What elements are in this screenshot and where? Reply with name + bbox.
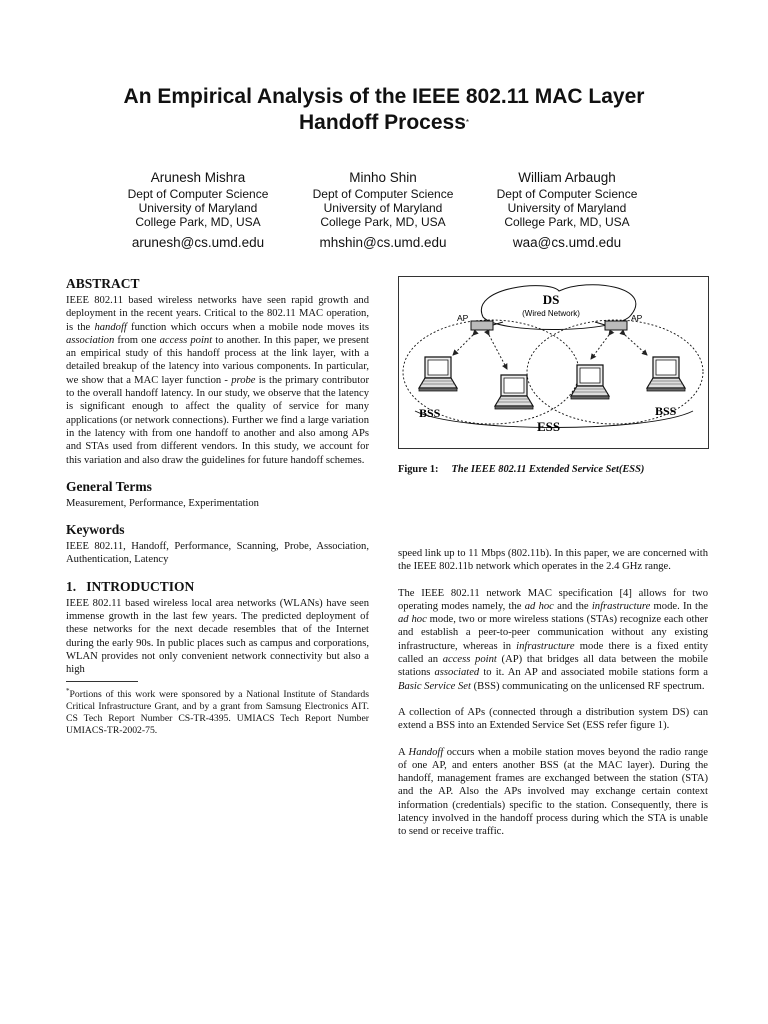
author-city: College Park, MD, USA xyxy=(320,215,446,229)
author-block-2 xyxy=(283,169,483,251)
laptop-icon xyxy=(647,357,685,391)
footnote-rule xyxy=(66,681,138,682)
title-line-1: An Empirical Analysis of the IEEE 802.11 MAC Layer xyxy=(123,85,645,108)
paragraph: The IEEE 802.11 network MAC specification [4] allows for two operating modes namely, the ad hoc and the infrastructure mode. In the ad hoc mode, two or more wireless stations (STAs) recognize each other and establish a peer-to-peer communication without any existing infrastructure, whereas in infrastructure mode there is a fixed entity called an access point (AP) that bridges all data between the mobile stations associated to it. An AP and associated mobile stations form a Basic Service Set (BSS) communicating on the unlicensed RF spectrum. xyxy=(398,587,709,692)
author-dept: Dept of Computer Science xyxy=(496,187,638,201)
bss-left-label: BSS xyxy=(419,406,441,420)
figure-ess-diagram xyxy=(398,276,709,449)
ap-left-device xyxy=(471,321,493,330)
abstract-text: IEEE 802.11 based wireless networks have seen rapid growth and deployment in the recent years. Critical to the 802.11 MAC operation, is the handoff function which occurs when a mobile node moves its association from one access point to another. In this paper, we present an empirical study of this handoff process at the link layer, with a detailed breakup of the latency into various components. In particular, we show that a MAC layer function - probe is the primary contributor to the overall handoff latency. In our study, we observe that the latency is significant enough to affect the quality of service for many applications (or network connections). Further we find a large variation in the latency with from one handoff to another and also among APs and STAs used from different vendors. In this study, we account for this variation and also draw the guidelines for future handoff schemes. xyxy=(66,295,369,466)
author-email: arunesh@cs.umd.edu xyxy=(131,235,265,250)
author-university: University of Maryland xyxy=(507,201,627,215)
ess-label: ESS xyxy=(537,419,561,434)
ap-right-label: AP xyxy=(631,313,643,323)
author-dept: Dept of Computer Science xyxy=(312,187,454,201)
author-university: University of Maryland xyxy=(323,201,443,215)
ess-diagram xyxy=(399,277,708,448)
ap-left-label: AP xyxy=(457,313,469,323)
abstract-heading: ABSTRACT xyxy=(66,276,140,291)
left-column xyxy=(66,276,369,737)
paragraph: A Handoff occurs when a mobile station moves beyond the radio range of one AP, and enters another BSS (at the MAC layer). During the handoff, management frames are exchanged between the station (STA) and the AP. Also the APs involved may exchange certain context information (credentials) specific to the station. Consequently, there is latency involved in the handoff process during which the STA is unable to send or receive traffic. xyxy=(398,746,709,838)
author-name: Arunesh Mishra xyxy=(150,170,246,185)
introduction-heading: 1. INTRODUCTION xyxy=(66,578,195,594)
laptop-icon xyxy=(419,357,457,391)
ap-right-device xyxy=(605,321,627,330)
right-column xyxy=(398,547,708,852)
ds-label: DS xyxy=(542,292,560,307)
author-name: William Arbaugh xyxy=(518,170,616,185)
paper-title xyxy=(60,84,708,136)
title-line-2: Handoff Process* xyxy=(299,111,469,134)
title-footnote-mark: * xyxy=(465,118,469,127)
laptop-icon xyxy=(571,365,609,399)
author-city: College Park, MD, USA xyxy=(135,215,261,229)
keywords-text: IEEE 802.11, Handoff, Performance, Scanning, Probe, Association, Authentication, Latency xyxy=(66,541,369,566)
wired-network-label: (Wired Network) xyxy=(522,309,580,318)
author-email: mhshin@cs.umd.edu xyxy=(319,235,447,250)
figure-caption: Figure 1: The IEEE 802.11 Extended Service Set(ESS) xyxy=(398,464,645,475)
paragraph: A collection of APs (connected through a distribution system DS) can extend a BSS into an Extended Service Set (ESS refer figure 1). xyxy=(398,706,708,732)
introduction-text: IEEE 802.11 based wireless local area networks (WLANs) have seen immense growth in the last few years. The predicted deployment of these networks for the next decade resembles that of the Internet during the early 90s. In public places such as campus and corporations, WLAN provides not only convenient network connectivity but also a high xyxy=(66,597,369,676)
author-block-3 xyxy=(467,169,667,251)
footnote: *Portions of this work were sponsored by a National Institute of Standards Critical Infrastructure Grant, and by a grant from Samsung Electronics AIT. CS Tech Report Number CS-TR-4395. UMIACS Tech Report Number UMIACS-TR-2002-75. xyxy=(66,686,369,736)
laptop-icon xyxy=(495,375,533,409)
author-dept: Dept of Computer Science xyxy=(127,187,269,201)
general-terms-text: Measurement, Performance, Experimentation xyxy=(66,497,259,509)
author-name: Minho Shin xyxy=(349,170,417,185)
author-block-1 xyxy=(98,169,298,251)
paragraph: speed link up to 11 Mbps (802.11b). In this paper, we are concerned with the IEEE 802.11b network which operates in the 2.4 GHz range. xyxy=(398,548,708,573)
keywords-heading: Keywords xyxy=(66,522,125,538)
bss-right-label: BSS xyxy=(655,404,677,418)
author-city: College Park, MD, USA xyxy=(504,215,630,229)
author-university: University of Maryland xyxy=(138,201,258,215)
author-email: waa@cs.umd.edu xyxy=(512,235,622,250)
general-terms-heading: General Terms xyxy=(66,478,152,494)
